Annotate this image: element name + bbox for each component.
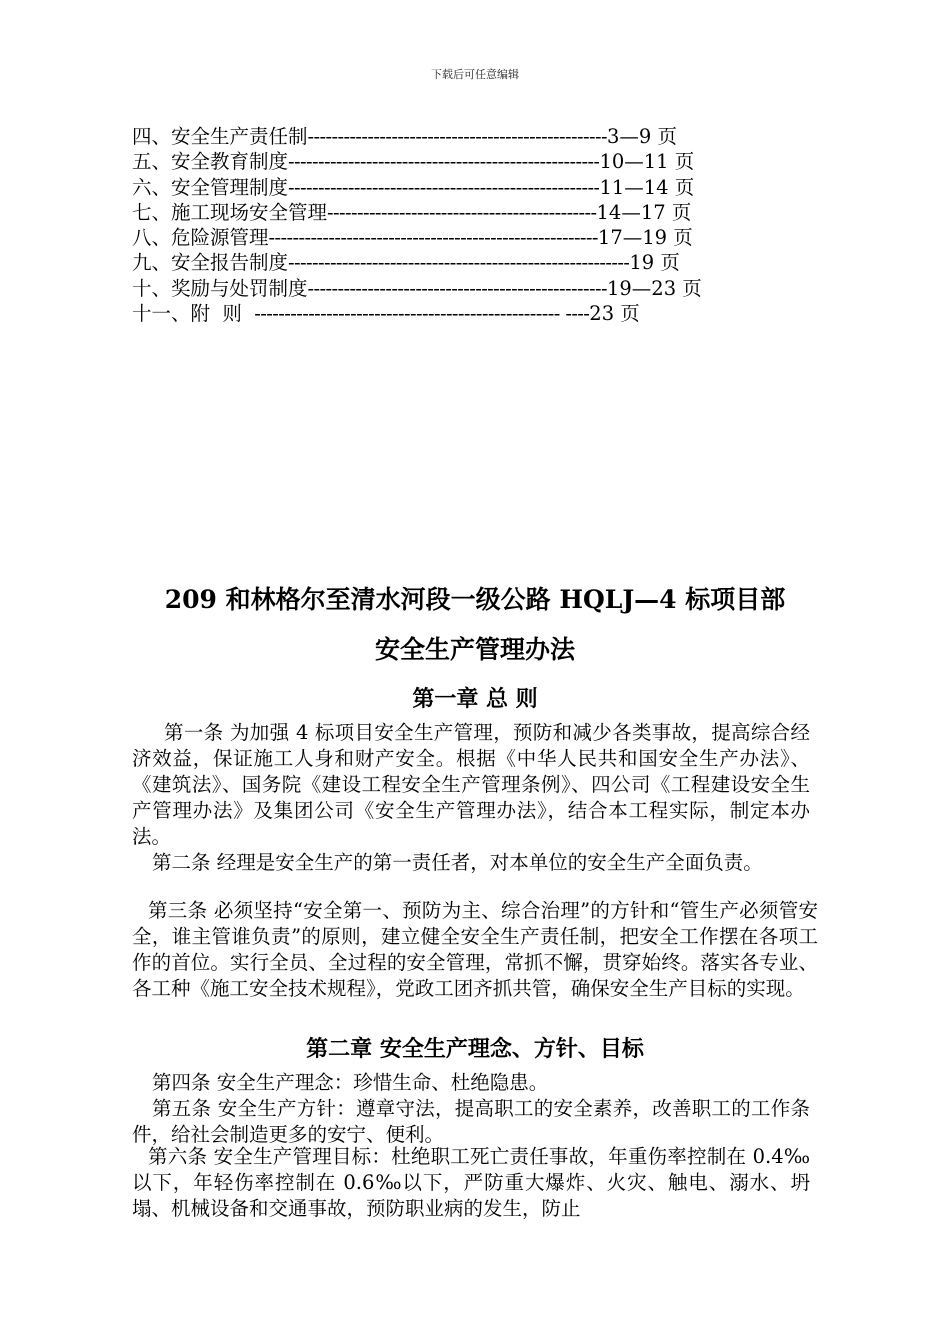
toc-entry (132, 149, 832, 174)
toc-page: 19—23 页 (606, 276, 702, 300)
toc-label: 四、安全生产责任制 (132, 125, 308, 148)
article-2: 第二条 经理是安全生产的第一责任者，对本单位的安全生产全面负责。 (152, 851, 763, 874)
toc-leader: -------------------------------------------------- (307, 125, 607, 148)
toc-label: 十一、附 则 (132, 302, 255, 326)
table-of-contents (132, 124, 832, 326)
toc-entry (132, 276, 832, 301)
article-4: 第四条 安全生产理念：珍惜生命、杜绝隐患。 (152, 1071, 549, 1094)
chapter-heading: 第二章 安全生产理念、方针、目标 (306, 1036, 644, 1062)
toc-label: 九、安全报告制度 (132, 251, 289, 275)
article-3: 第三条 必须坚持“安全第一、预防为主、综合治理”的方针和“管生产必须管安全，谁主管谁负责”的原则，建立健全安全生产责任制，把安全工作摆在各项工作的首位。实行全员、全过程的安全管理，常抓不懈，贯穿始终。落实各专业、各工种《施工安全技术规程》，党政工团齐抓共管，确保安全生产目标的实现。 (132, 899, 818, 1000)
toc-label: 七、施工现场安全管理 (132, 200, 328, 224)
toc-leader: ---------------------------------------------------- (288, 175, 600, 199)
toc-leader: --------------------------------------------------- ---- (254, 302, 590, 326)
document-subtitle: 安全生产管理办法 (374, 635, 575, 664)
toc-page: 3—9 页 (606, 125, 677, 148)
toc-entry (132, 301, 832, 326)
toc-page: 14—17 页 (596, 200, 692, 224)
toc-entry (132, 225, 832, 250)
toc-label: 六、安全管理制度 (132, 175, 289, 199)
toc-leader: --------------------------------------------------------- (288, 251, 630, 275)
toc-page: 23 页 (589, 302, 640, 326)
toc-leader: ---------------------------------------------------- (288, 150, 600, 174)
header-note: 下载后可任意编辑 (431, 68, 519, 81)
toc-entry (132, 200, 832, 225)
toc-page: 11—14 页 (599, 175, 695, 199)
article-1: 第一条 为加强 4 标项目安全生产管理，预防和减少各类事故，提高综合经济效益，保证施工人身和财产安全。根据《中华人民共和国安全生产办法》、《建筑法》、国务院《建设工程安全生产管理条例》、四公司《工程建设安全生产管理办法》及集团公司《安全生产管理办法》，结合本工程实际，制定本办法。 (132, 721, 810, 848)
chapter-heading: 第一章 总 则 (412, 686, 538, 712)
toc-label: 五、安全教育制度 (132, 150, 289, 174)
article-6: 第六条 安全生产管理目标：杜绝职工死亡责任事故，年重伤率控制在 0.4‰以下，年轻伤率控制在 0.6‰以下，严防重大爆炸、火灾、触电、溺水、坍塌、机械设备和交通事故，预防职业病的发生，防止 (132, 1145, 810, 1220)
toc-entry (132, 250, 832, 275)
toc-page: 10—11 页 (599, 150, 695, 174)
toc-leader: --------------------------------------------- (327, 200, 597, 224)
toc-leader: -------------------------------------------------- (307, 276, 607, 300)
toc-label: 十、奖励与处罚制度 (132, 276, 308, 300)
toc-page: 19 页 (629, 251, 680, 275)
document-title: 209 和林格尔至清水河段一级公路 HQLJ—4 标项目部 (164, 585, 786, 614)
toc-page: 17—19 页 (597, 226, 693, 250)
toc-leader: ------------------------------------------------------- (268, 226, 598, 250)
toc-entry (132, 175, 832, 200)
article-5: 第五条 安全生产方针：遵章守法，提高职工的安全素养，改善职工的工作条件，给社会制造更多的安宁、便利。 (132, 1097, 810, 1146)
toc-entry (132, 124, 832, 149)
toc-label: 八、危险源管理 (132, 226, 269, 250)
